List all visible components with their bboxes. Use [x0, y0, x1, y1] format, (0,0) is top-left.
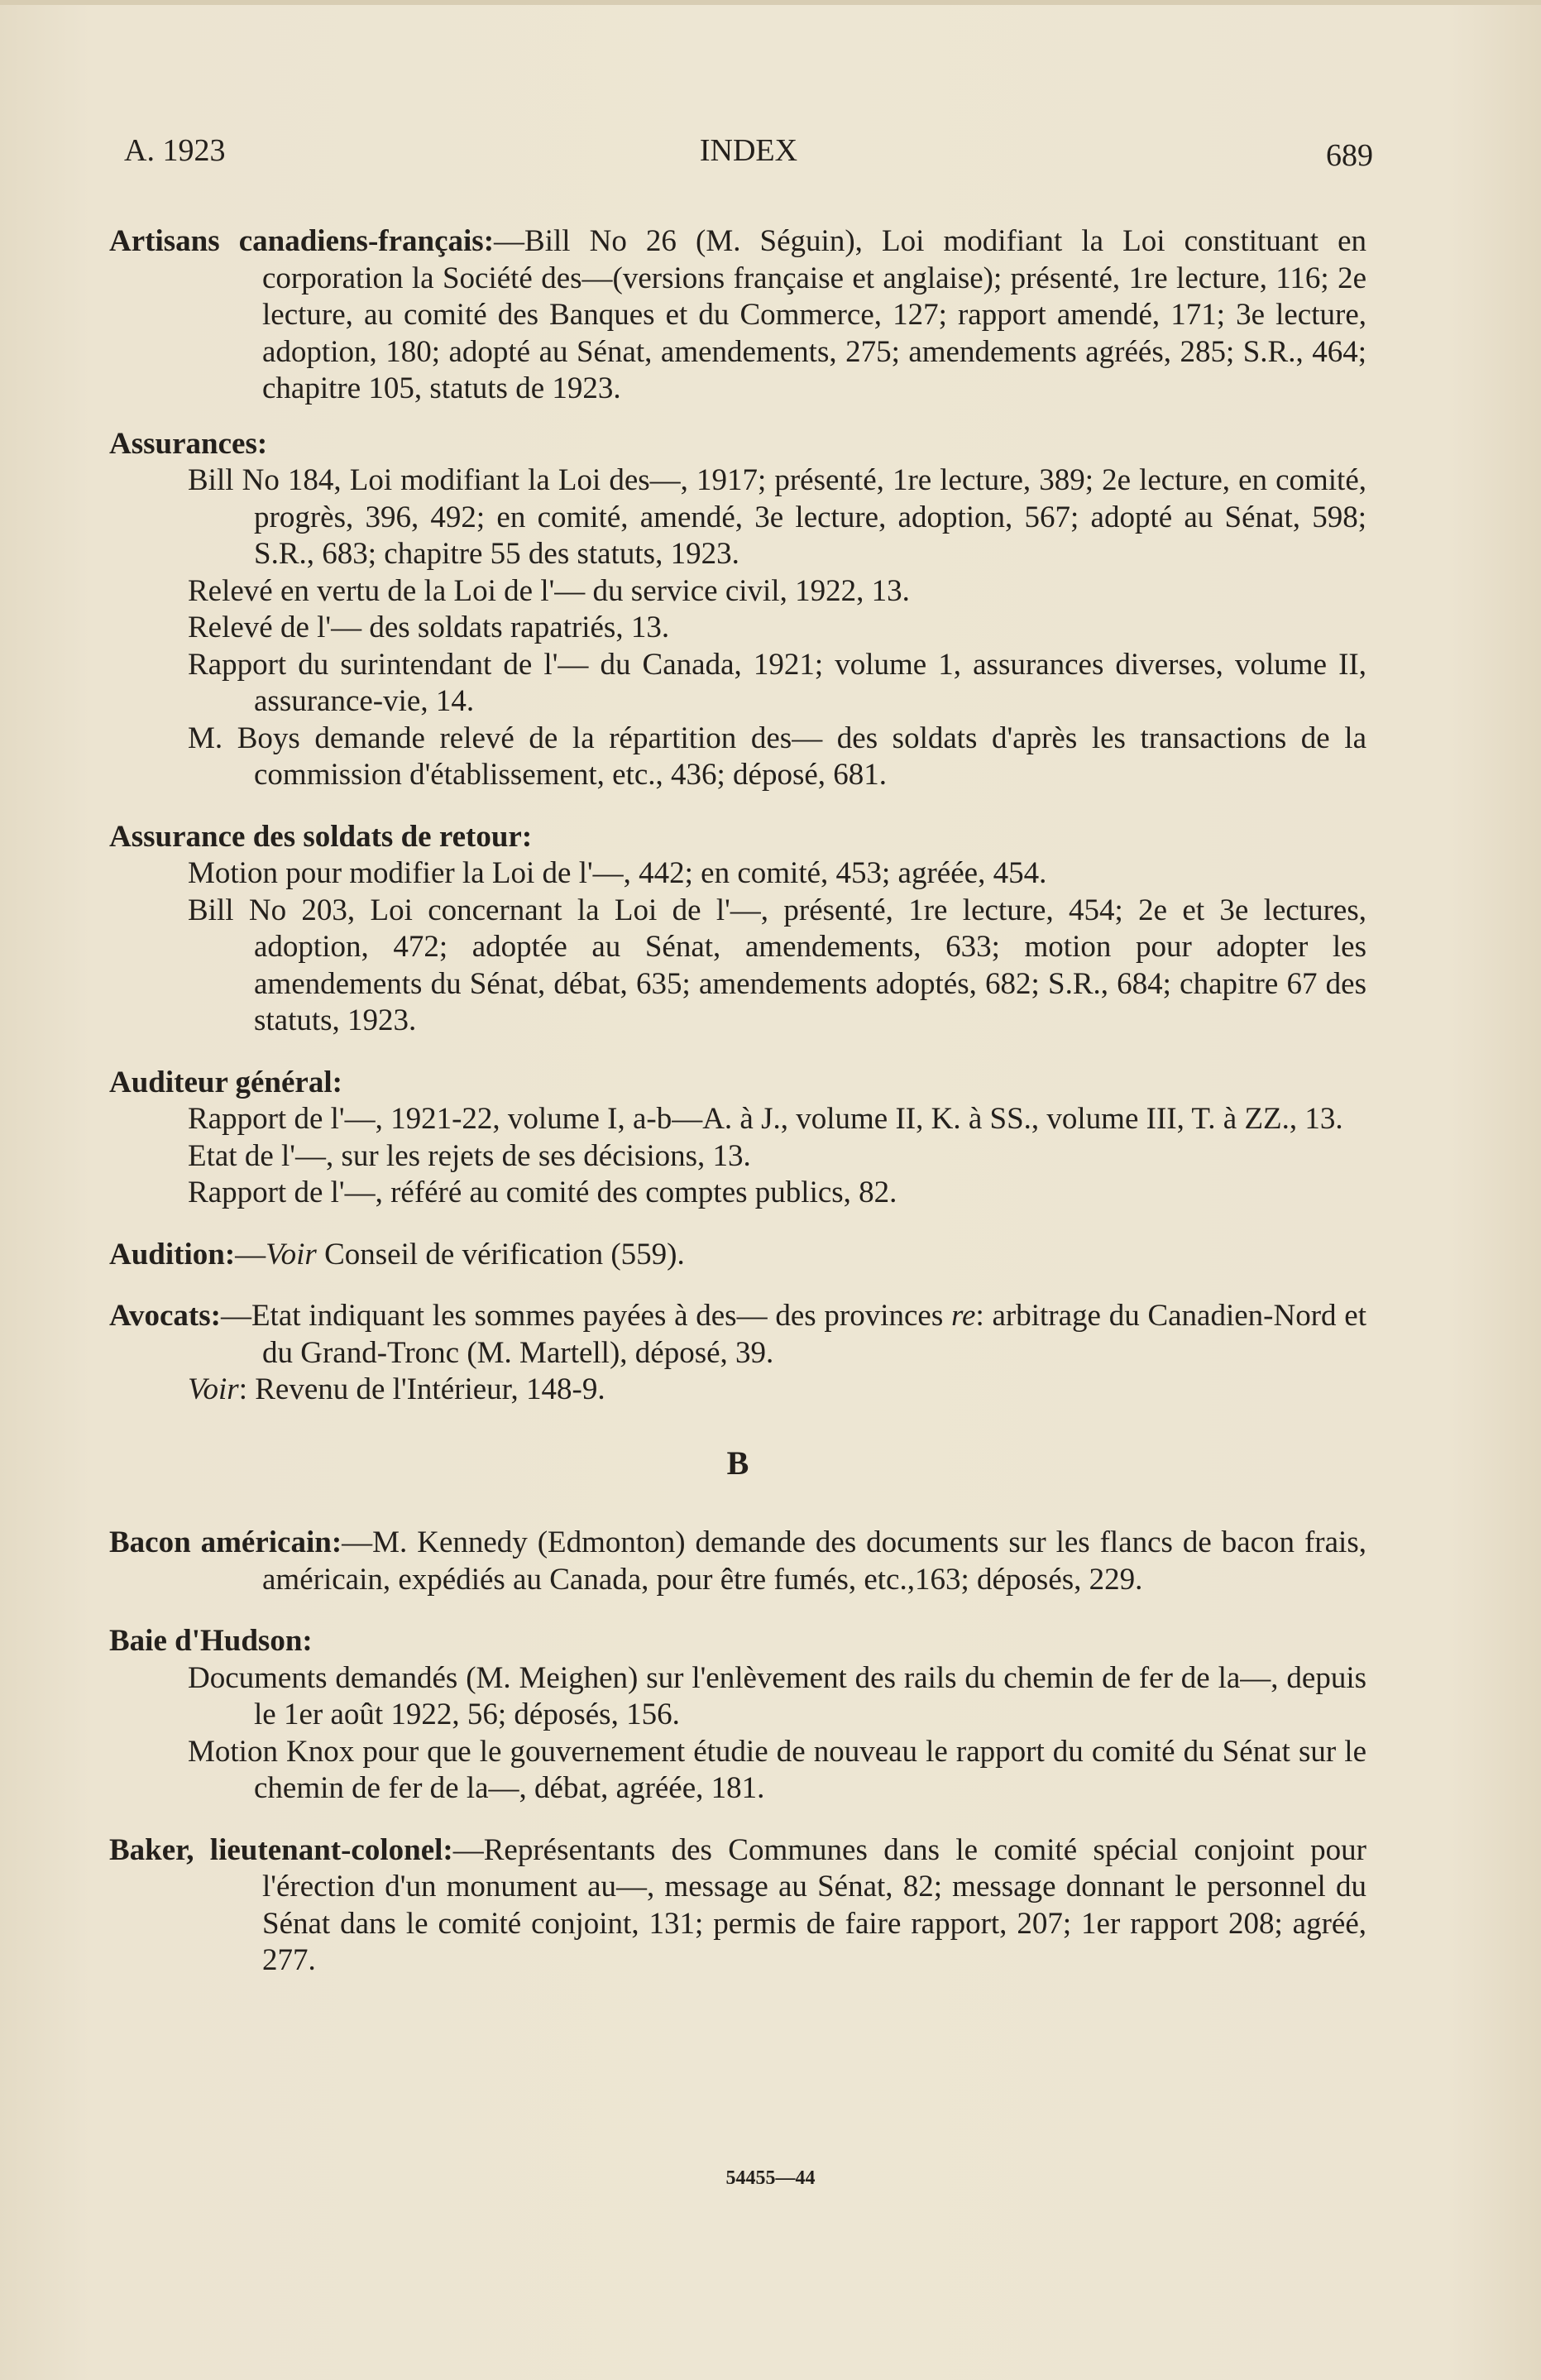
entry-subitem: M. Boys demande relevé de la répartition des— des soldats d'après les transactions de la commission d'établissement, etc., 436; déposé, 681.: [188, 721, 1366, 792]
entry-subitem: Motion pour modifier la Loi de l'—, 442; en comité, 453; agréée, 454.: [188, 856, 1047, 890]
entry-heading: Baie d'Hudson:: [109, 1624, 313, 1658]
entry-heading: Assurance des soldats de retour:: [109, 819, 533, 854]
entry-heading: Artisans canadiens-français:: [109, 224, 495, 258]
entry-text: —Etat indiquant les sommes payées à des— des provinces: [220, 1299, 951, 1333]
entry-heading: Avocats:: [109, 1299, 221, 1333]
section-letter: B: [726, 1444, 749, 1482]
entry-subitem: Documents demandés (M. Meighen) sur l'enlèvement des rails du chemin de fer de la—, depuis le 1er août 1922, 56; déposés, 156.: [188, 1660, 1366, 1731]
entry-text: —M. Kennedy (Edmonton) demande des documents sur les flancs de bacon frais, américain, expédiés au Canada, pour être fumés, etc.,163; déposés, 229.: [262, 1525, 1366, 1597]
index-body: [109, 223, 1366, 1998]
index-entry-auditeur: [109, 1065, 1366, 1212]
page-number: 689: [1326, 138, 1373, 173]
index-entry-baker: [109, 1832, 1366, 1980]
entry-subitem: Relevé en vertu de la Loi de l'— du service civil, 1922, 13.: [188, 573, 910, 608]
entry-heading: Auditeur général:: [109, 1065, 342, 1099]
page-edge: [0, 0, 1541, 5]
header-year: A. 1923: [124, 133, 226, 168]
index-entry-bacon: [109, 1525, 1366, 1598]
voir-reference: Voir: [188, 1372, 239, 1406]
index-entry-assurances: [109, 426, 1366, 794]
entry-see-also: [109, 1372, 1366, 1409]
entry-subitem: Motion Knox pour que le gouvernement étudie de nouveau le rapport du comité du Sénat sur le chemin de fer de la—, débat, agréée, 181.: [188, 1734, 1366, 1805]
entry-heading: Bacon américain:: [109, 1525, 342, 1559]
entry-dash: —: [235, 1237, 266, 1271]
index-entry-audition: [109, 1237, 1366, 1274]
entry-subitem: Bill No 203, Loi concernant la Loi de l'—, présenté, 1re lecture, 454; 2e et 3e lectures, adoption, 472; adoptée au Sénat, amendements, 633; motion pour adopter les amendements du Sénat, débat, 635; amendements adoptés, 682; S.R., 684; chapitre 67 des statuts, 1923.: [188, 893, 1366, 1037]
entry-text: —Représentants des Communes dans le comité spécial conjoint pour l'érection d'un monument au—, message au Sénat, 82; message donnant le personnel du Sénat dans le comité conjoint, 131; permis de faire rapport, 207; 1er rapport 208; agréé, 277.: [262, 1832, 1366, 1977]
re-word: re: [951, 1299, 976, 1333]
voir-reference: Voir: [266, 1237, 317, 1271]
entry-subitem: Rapport du surintendant de l'— du Canada, 1921; volume 1, assurances diverses, volume II, assurance-vie, 14.: [188, 647, 1366, 718]
entry-heading: Assurances:: [109, 426, 268, 461]
entry-text: —Bill No 26 (M. Séguin), Loi modifiant la Loi constituant en corporation la Société des—(versions française et anglaise); présenté, 1re lecture, 116; 2e lecture, au comité des Banques et du Commerce, 127; rapport amendé, 171; 3e lecture, adoption, 180; adopté au Sénat, amendements, 275; amendements agréés, 285; S.R., 464; chapitre 105, statuts de 1923.: [262, 224, 1366, 405]
index-entry-artisans: [109, 223, 1366, 408]
entry-subitem: Relevé de l'— des soldats rapatriés, 13.: [188, 611, 670, 644]
index-entry-baie-hudson: [109, 1623, 1366, 1808]
printer-code: 54455—44: [725, 2167, 816, 2189]
page-header: [124, 132, 1373, 182]
entry-heading: Baker, lieutenant-colonel:: [109, 1832, 453, 1867]
entry-subitem: Rapport de l'—, 1921-22, volume I, a-b—A. à J., volume II, K. à SS., volume III, T. à ZZ., 13.: [188, 1102, 1343, 1136]
index-entry-avocats: [109, 1298, 1366, 1409]
see-also-text: : Revenu de l'Intérieur, 148-9.: [238, 1372, 605, 1406]
entry-subitem: Rapport de l'—, référé au comité des comptes publics, 82.: [188, 1176, 897, 1209]
entry-subitem: Etat de l'—, sur les rejets de ses décisions, 13.: [188, 1138, 751, 1173]
header-title: INDEX: [699, 133, 798, 168]
entry-text: Conseil de vérification (559).: [316, 1237, 685, 1271]
entry-main: [109, 1298, 1366, 1372]
index-entry-assurance-soldats: [109, 819, 1366, 1040]
entry-text-cont: : arbitrage du Canadien-Nord et du Grand-Tronc (M. Martell), déposé, 39.: [262, 1299, 1366, 1370]
entry-heading: Audition:: [109, 1237, 236, 1271]
entry-subitem: Bill No 184, Loi modifiant la Loi des—, 1917; présenté, 1re lecture, 389; 2e lecture, en comité, progrès, 396, 492; en comité, amendé, 3e lecture, adoption, 567; adopté au Sénat, 598; S.R., 683; chapitre 55 des statuts, 1923.: [188, 463, 1366, 571]
